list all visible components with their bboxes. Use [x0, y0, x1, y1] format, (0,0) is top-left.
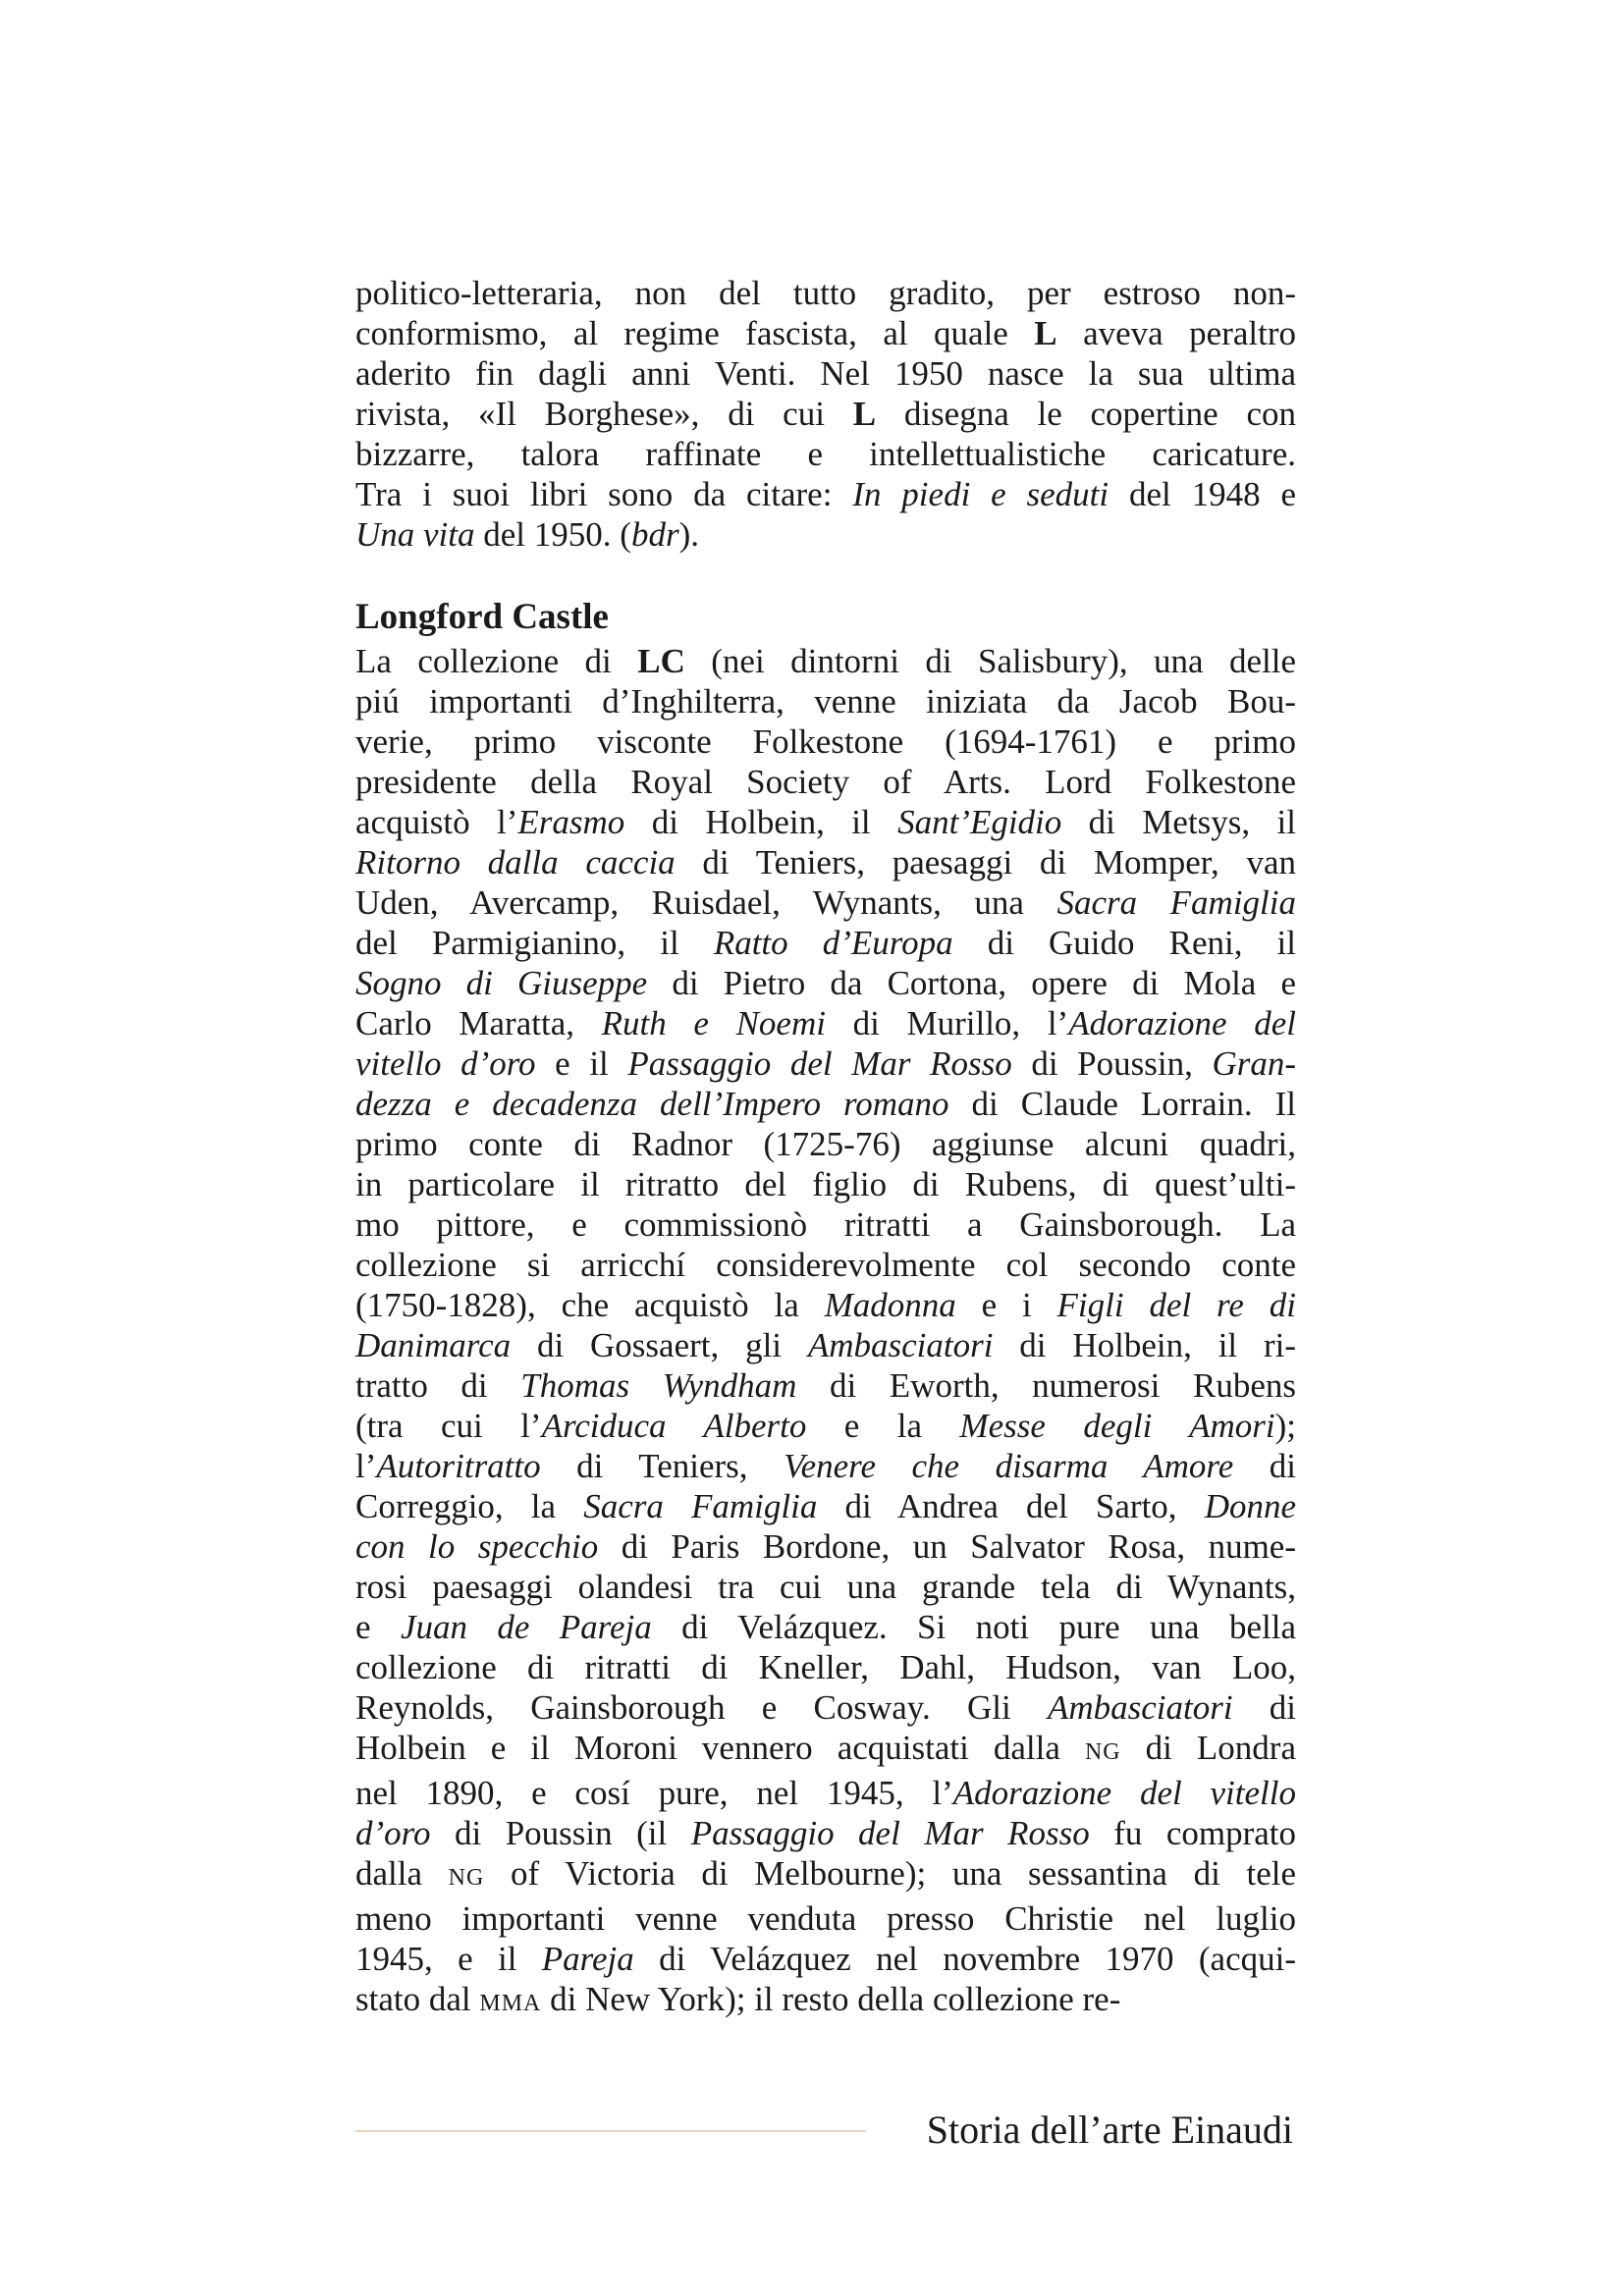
entry-line: presidente della Royal Society of Arts. Lord Folkestone: [355, 763, 1296, 801]
entry-line: Reynolds, Gainsborough e Cosway. Gli Ambasciatori di: [355, 1688, 1296, 1727]
entry-line: (1750-1828), che acquistò la Madonna e i Figli del re di: [355, 1286, 1296, 1324]
entry-line: rosi paesaggi olandesi tra cui una grande tela di Wynants,: [355, 1568, 1296, 1606]
entry-line: piú importanti d’Inghilterra, venne iniziata da Jacob Bou-: [355, 682, 1296, 721]
footer-rule: [355, 2130, 866, 2132]
entry-line: stato dal MMA di New York); il resto della collezione re-: [355, 1980, 1121, 2018]
entry-line: mo pittore, e commissionò ritratti a Gainsborough. La: [355, 1205, 1296, 1244]
entry-line: La collezione di LC (nei dintorni di Salisbury), una delle: [355, 642, 1297, 680]
intro-line: politico-letteraria, non del tutto gradito, per estroso non-: [355, 274, 1296, 312]
entry-line: d’oro di Poussin (il Passaggio del Mar Rosso fu comprato: [355, 1814, 1297, 1852]
entry-line: Danimarca di Gossaert, gli Ambasciatori di Holbein, il ri-: [355, 1326, 1297, 1364]
entry-line: tratto di Thomas Wyndham di Eworth, numerosi Rubens: [355, 1366, 1296, 1405]
entry-line: con lo specchio di Paris Bordone, un Salvator Rosa, nume-: [355, 1527, 1296, 1566]
intro-line: Una vita del 1950. (bdr).: [355, 515, 699, 554]
entry-line: collezione di ritratti di Kneller, Dahl, Hudson, van Loo,: [355, 1648, 1296, 1686]
entry-line: l’Autoritratto di Teniers, Venere che disarma Amore di: [355, 1447, 1296, 1485]
intro-paragraph: [355, 273, 1296, 555]
entry-body: [355, 641, 1296, 2024]
entry-line: dezza e decadenza dell’Impero romano di Claude Lorrain. Il: [355, 1085, 1296, 1123]
footer-series-title: Storia dell’arte Einaudi: [926, 2108, 1293, 2152]
intro-line: aderito fin dagli anni Venti. Nel 1950 nasce la sua ultima: [355, 354, 1296, 393]
intro-line: bizzarre, talora raffinate e intellettualistiche caricature.: [355, 435, 1296, 473]
entry-line: del Parmigianino, il Ratto d’Europa di Guido Reni, il: [355, 924, 1297, 962]
entry-title: Longford Castle: [355, 597, 609, 637]
entry-line: (tra cui l’Arciduca Alberto e la Messe degli Amori);: [355, 1407, 1296, 1445]
entry-line: primo conte di Radnor (1725-76) aggiunse alcuni quadri,: [355, 1125, 1296, 1163]
entry-line: in particolare il ritratto del figlio di Rubens, di quest’ulti-: [355, 1165, 1296, 1203]
entry-line: dalla NG of Victoria di Melbourne); una sessantina di tele: [355, 1854, 1296, 1893]
entry-line: vitello d’oro e il Passaggio del Mar Rosso di Poussin, Gran-: [355, 1044, 1296, 1083]
intro-line: conformismo, al regime fascista, al quale L aveva peraltro: [355, 314, 1296, 352]
entry-line: 1945, e il Pareja di Velázquez nel novembre 1970 (acqui-: [355, 1940, 1296, 1978]
entry-line: meno importanti venne venduta presso Christie nel luglio: [355, 1899, 1296, 1938]
intro-line: rivista, «Il Borghese», di cui L disegna le copertine con: [355, 395, 1297, 433]
entry-line: verie, primo visconte Folkestone (1694-1761) e primo: [355, 722, 1296, 761]
entry-line: Sogno di Giuseppe di Pietro da Cortona, opere di Mola e: [355, 964, 1296, 1002]
intro-line: Tra i suoi libri sono da citare: In piedi e seduti del 1948 e: [355, 475, 1296, 513]
entry-line: Holbein e il Moroni vennero acquistati dalla NG di Londra: [355, 1729, 1296, 1767]
entry-line: collezione si arricchí considerevolmente col secondo conte: [355, 1246, 1296, 1284]
entry-line: Carlo Maratta, Ruth e Noemi di Murillo, l’Adorazione del: [355, 1004, 1296, 1042]
entry-line: Ritorno dalla caccia di Teniers, paesaggi di Momper, van: [355, 843, 1296, 881]
entry-line: nel 1890, e cosí pure, nel 1945, l’Adorazione del vitello: [355, 1774, 1296, 1812]
entry-line: Uden, Avercamp, Ruisdael, Wynants, una Sacra Famiglia: [355, 883, 1296, 922]
entry-line: Correggio, la Sacra Famiglia di Andrea del Sarto, Donne: [355, 1487, 1296, 1525]
entry-line: e Juan de Pareja di Velázquez. Si noti pure una bella: [355, 1608, 1296, 1646]
entry-line: acquistò l’Erasmo di Holbein, il Sant’Egidio di Metsys, il: [355, 803, 1296, 841]
